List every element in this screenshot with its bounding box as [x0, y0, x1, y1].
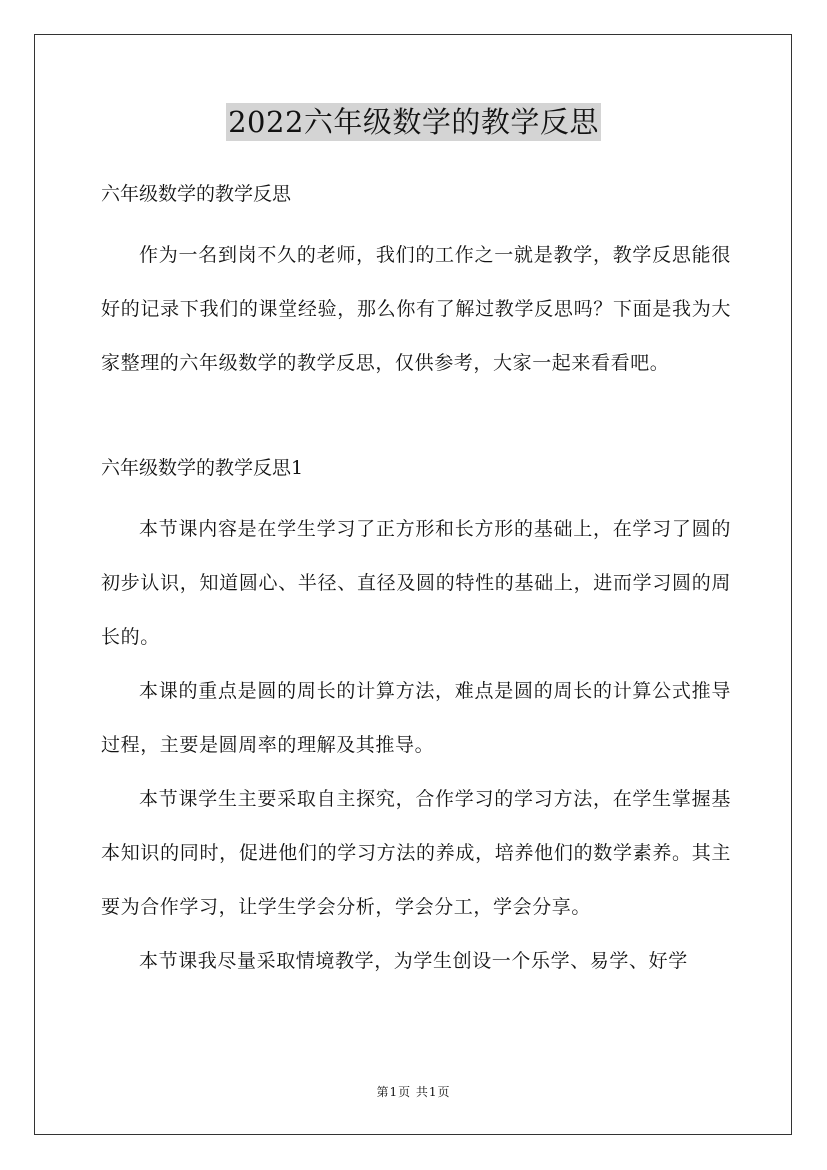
- document-title: 2022六年级数学的教学反思: [228, 105, 599, 139]
- body-paragraph-2: 本课的重点是圆的周长的计算方法，难点是圆的周长的计算公式推导过程，主要是圆周率的理解及其推导。: [101, 680, 731, 756]
- page-footer: 第1页 共1页: [376, 1085, 451, 1099]
- document-body: [101, 174, 731, 988]
- section-heading: 六年级数学的教学反思1: [101, 457, 304, 479]
- document-subtitle: 六年级数学的教学反思: [101, 183, 292, 205]
- body-paragraph-4: 本节课我尽量采取情境教学，为学生创设一个乐学、易学、好学: [139, 950, 688, 972]
- intro-paragraph: 作为一名到岗不久的老师，我们的工作之一就是教学，教学反思能很好的记录下我们的课堂经验，那么你有了解过教学反思吗？下面是我为大家整理的六年级数学的教学反思，仅供参考，大家一起来看看吧。: [101, 244, 731, 374]
- title-container: [0, 103, 827, 141]
- body-paragraph-3: 本节课学生主要采取自主探究，合作学习的学习方法，在学生掌握基本知识的同时，促进他们的学习方法的养成，培养他们的数学素养。其主要为合作学习，让学生学会分析，学会分工，学会分享。: [101, 788, 731, 918]
- body-paragraph-1: 本节课内容是在学生学习了正方形和长方形的基础上，在学习了圆的初步认识，知道圆心、半径、直径及圆的特性的基础上，进而学习圆的周长的。: [101, 518, 731, 648]
